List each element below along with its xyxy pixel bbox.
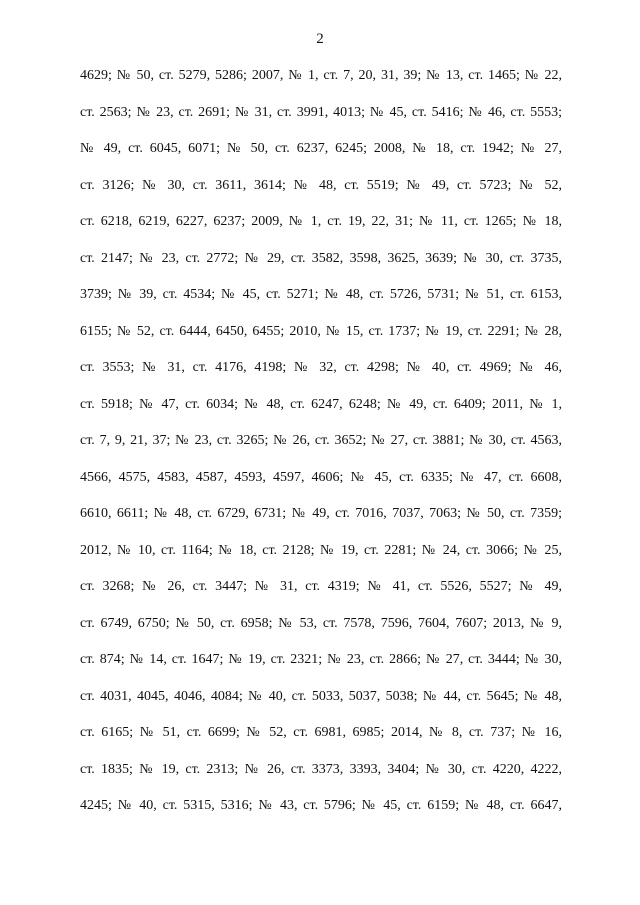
text-line: ст. 3553; № 31, ст. 4176, 4198; № 32, ст. 4298; № 40, ст. 4969; № 46, [80, 360, 562, 375]
page-number: 2 [316, 31, 324, 47]
text-line: 2012, № 10, ст. 1164; № 18, ст. 2128; № 19, ст. 2281; № 24, ст. 3066; № 25, [80, 542, 562, 558]
text-line: ст. 6749, 6750; № 50, ст. 6958; № 53, ст. 7578, 7596, 7604, 7607; 2013, № 9, [80, 615, 562, 631]
text-line: ст. 2563; № 23, ст. 2691; № 31, ст. 3991, 4013; № 45, ст. 5416; № 46, ст. 5553; [80, 104, 562, 120]
text-line: 6155; № 52, ст. 6444, 6450, 6455; 2010, № 15, ст. 1737; № 19, ст. 2291; № 28, [80, 323, 562, 339]
text-line: ст. 7, 9, 21, 37; № 23, ст. 3265; № 26, ст. 3652; № 27, ст. 3881; № 30, ст. 4563, [80, 433, 562, 448]
text-line: ст. 3268; № 26, ст. 3447; № 31, ст. 4319; № 41, ст. 5526, 5527; № 49, [80, 579, 562, 594]
text-line: ст. 3126; № 30, ст. 3611, 3614; № 48, ст. 5519; № 49, ст. 5723; № 52, [80, 177, 562, 193]
text-line: 4245; № 40, ст. 5315, 5316; № 43, ст. 5796; № 45, ст. 6159; № 48, ст. 6647, [80, 798, 562, 813]
text-line: 4629; № 50, ст. 5279, 5286; 2007, № 1, ст. 7, 20, 31, 39; № 13, ст. 1465; № 22, [80, 68, 562, 83]
text-line: ст. 6165; № 51, ст. 6699; № 52, ст. 6981, 6985; 2014, № 8, ст. 737; № 16, [80, 725, 562, 740]
text-line: ст. 1835; № 19, ст. 2313; № 26, ст. 3373, 3393, 3404; № 30, ст. 4220, 4222, [80, 761, 562, 777]
text-line: № 49, ст. 6045, 6071; № 50, ст. 6237, 6245; 2008, № 18, ст. 1942; № 27, [80, 141, 562, 156]
text-line: 6610, 6611; № 48, ст. 6729, 6731; № 49, ст. 7016, 7037, 7063; № 50, ст. 7359; [80, 506, 562, 521]
body-text [80, 67, 562, 834]
text-line: ст. 874; № 14, ст. 1647; № 19, ст. 2321; № 23, ст. 2866; № 27, ст. 3444; № 30, [80, 652, 562, 667]
text-line: 3739; № 39, ст. 4534; № 45, ст. 5271; № 48, ст. 5726, 5731; № 51, ст. 6153, [80, 287, 562, 302]
text-line: ст. 2147; № 23, ст. 2772; № 29, ст. 3582, 3598, 3625, 3639; № 30, ст. 3735, [80, 250, 562, 266]
text-line: ст. 5918; № 47, ст. 6034; № 48, ст. 6247, 6248; № 49, ст. 6409; 2011, № 1, [80, 396, 562, 412]
text-line: ст. 6218, 6219, 6227, 6237; 2009, № 1, ст. 19, 22, 31; № 11, ст. 1265; № 18, [80, 214, 562, 229]
text-line: ст. 4031, 4045, 4046, 4084; № 40, ст. 5033, 5037, 5038; № 44, ст. 5645; № 48, [80, 688, 562, 704]
text-line: 4566, 4575, 4583, 4587, 4593, 4597, 4606; № 45, ст. 6335; № 47, ст. 6608, [80, 469, 562, 485]
